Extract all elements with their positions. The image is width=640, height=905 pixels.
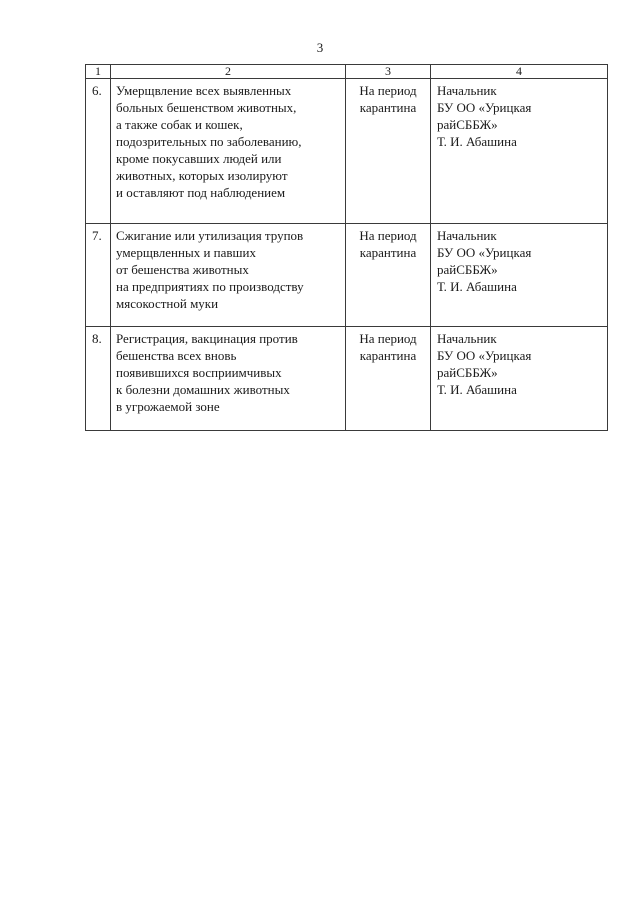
measure-line: на предприятиях по производству [116,279,304,294]
measure-line: Умерщвление всех выявленных [116,83,292,98]
row-number: 8. [86,327,111,431]
measure-line: Сжигание или утилизация трупов [116,228,304,243]
measure-line: и оставляют под наблюдением [116,185,286,200]
responsible-line: Начальник [437,83,497,98]
responsible-line: Т. И. Абашина [437,382,517,397]
measure-line: в угрожаемой зоне [116,399,220,414]
measure-line: больных бешенством животных, [116,100,297,115]
responsible-cell [431,79,608,224]
responsible-line: БУ ОО «Урицкая [437,245,532,260]
measure-line: подозрительных по заболеванию, [116,134,302,149]
period-cell [346,224,431,327]
measure-line: мясокостной муки [116,296,219,311]
period-cell [346,79,431,224]
table-row [86,224,608,327]
period-line: На период [359,331,417,346]
responsible-line: Начальник [437,228,497,243]
measure-line: а также собак и кошек, [116,117,243,132]
column-header-2: 2 [111,65,346,79]
period-line: карантина [359,100,417,115]
responsible-line: БУ ОО «Урицкая [437,100,532,115]
column-header-1: 1 [86,65,111,79]
measures-table [85,64,608,431]
table-header-row [86,65,608,79]
row-number: 7. [86,224,111,327]
measure-cell [111,327,346,431]
column-header-3: 3 [346,65,431,79]
measure-cell [111,79,346,224]
period-line: карантина [359,245,417,260]
row-number: 6. [86,79,111,224]
measure-cell [111,224,346,327]
measure-line: к болезни домашних животных [116,382,290,397]
column-header-4: 4 [431,65,608,79]
page-number: 3 [316,40,324,55]
period-line: На период [359,83,417,98]
measure-line: животных, которых изолируют [116,168,288,183]
measure-line: умерщвленных и павших [116,245,256,260]
responsible-line: райСББЖ» [437,117,498,132]
measure-line: появившихся восприимчивых [116,365,282,380]
table-row [86,79,608,224]
measure-line: бешенства всех вновь [116,348,237,363]
responsible-line: райСББЖ» [437,262,498,277]
responsible-line: Начальник [437,331,497,346]
responsible-line: Т. И. Абашина [437,279,517,294]
period-cell [346,327,431,431]
responsible-line: Т. И. Абашина [437,134,517,149]
table-row [86,327,608,431]
measure-line: Регистрация, вакцинация против [116,331,298,346]
measure-line: от бешенства животных [116,262,249,277]
period-line: карантина [359,348,417,363]
responsible-line: райСББЖ» [437,365,498,380]
responsible-line: БУ ОО «Урицкая [437,348,532,363]
period-line: На период [359,228,417,243]
responsible-cell [431,327,608,431]
responsible-cell [431,224,608,327]
measure-line: кроме покусавших людей или [116,151,282,166]
